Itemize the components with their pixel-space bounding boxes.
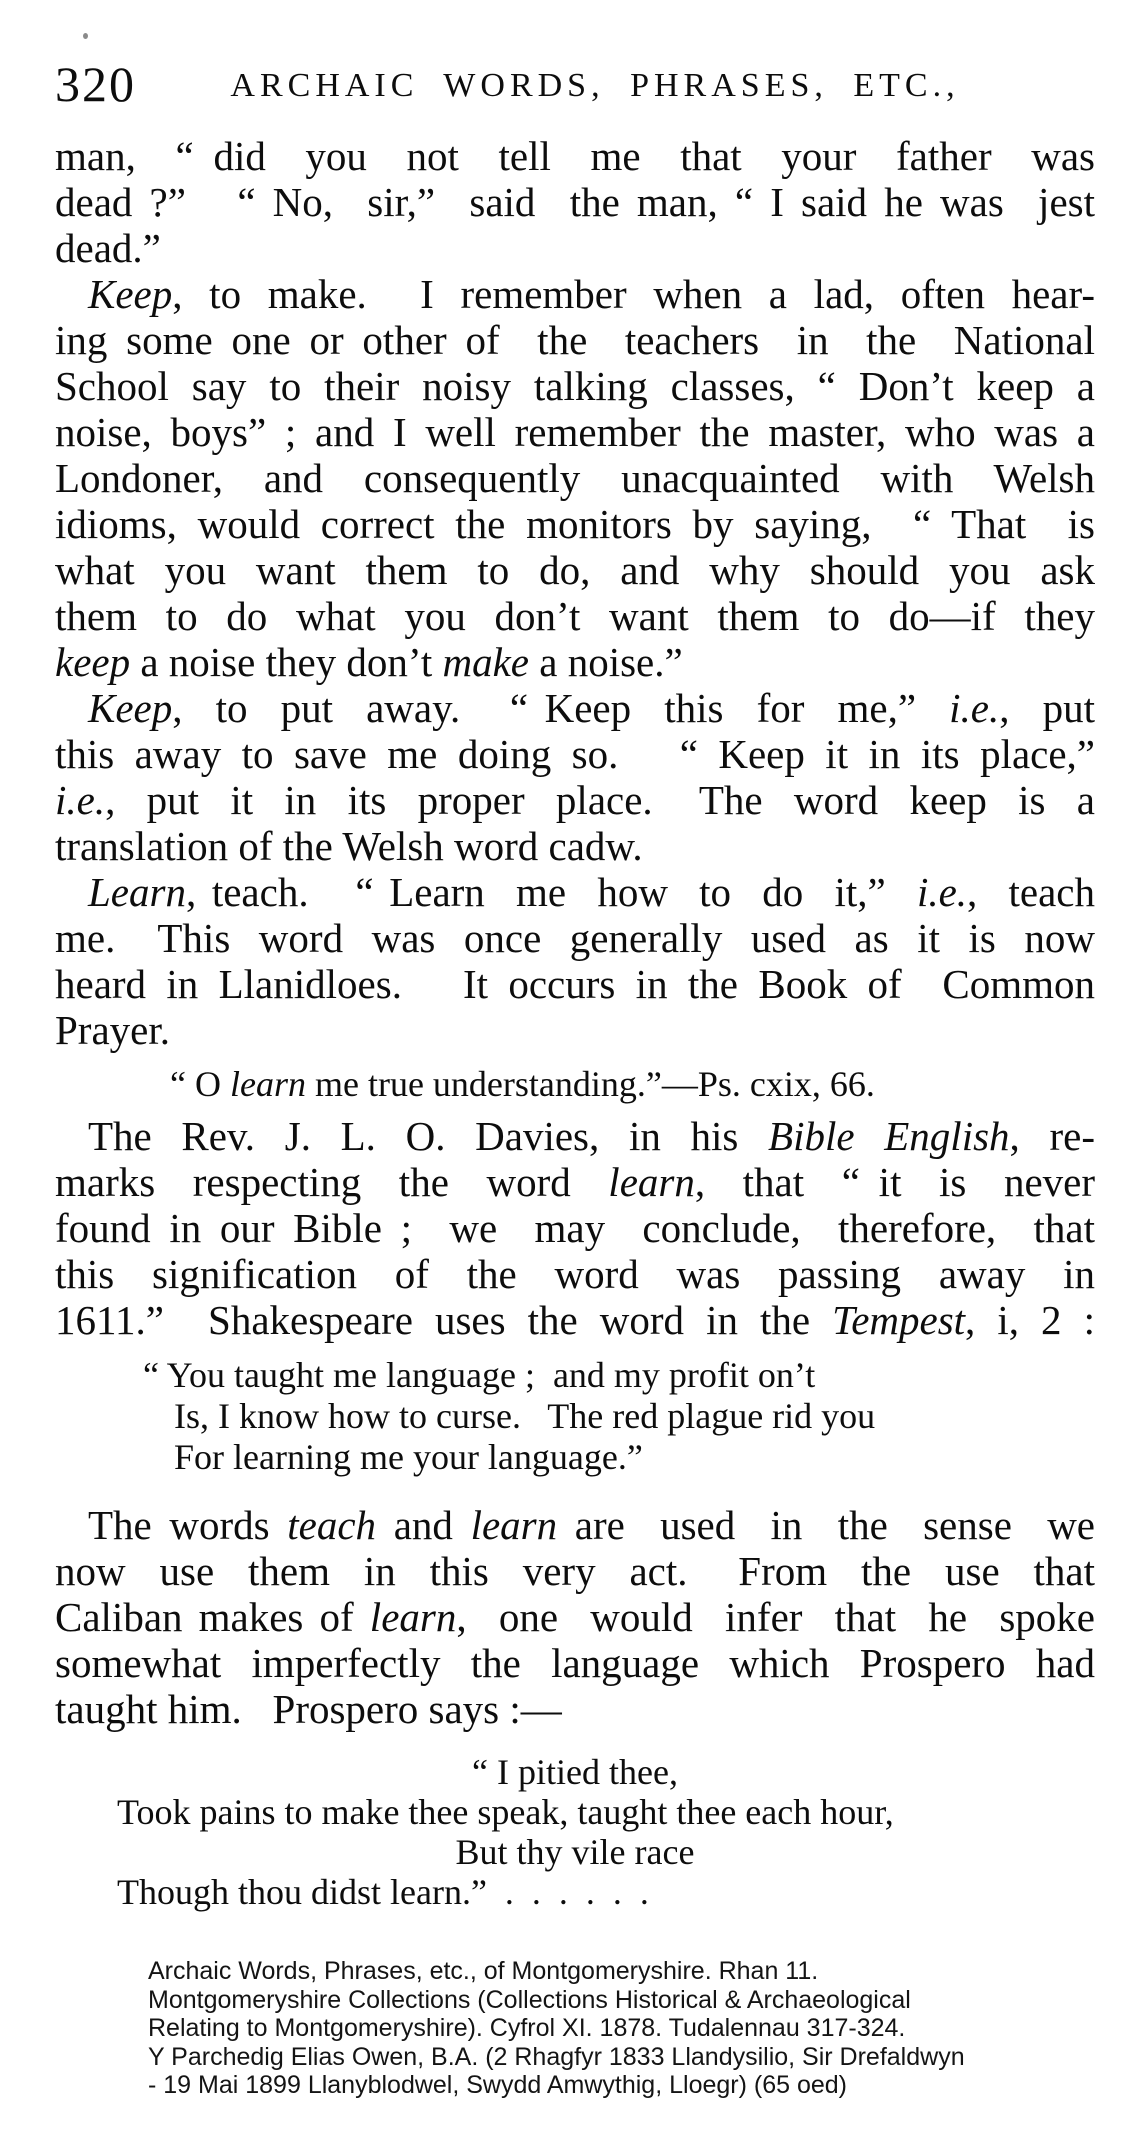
text-line xyxy=(55,547,1095,593)
italic-term: keep xyxy=(55,639,131,685)
text-line xyxy=(55,915,1095,961)
page-number: 320 xyxy=(55,56,136,112)
text-run: Though thou didst learn.” . . . . . . xyxy=(117,1872,649,1912)
text-line xyxy=(55,409,1095,455)
text-run: found in our Bible ; we may conclude, therefore, that xyxy=(55,1205,1095,1251)
text-line xyxy=(55,685,1095,731)
text-run: Took pains to make thee speak, taught thee each hour, xyxy=(117,1792,894,1832)
verse-prospero xyxy=(55,1752,1095,1912)
text-line xyxy=(117,1792,1095,1832)
text-run: , put xyxy=(999,685,1095,731)
quote-psalm xyxy=(170,1063,1095,1105)
text-line xyxy=(55,639,1095,685)
italic-term: learn xyxy=(369,1594,457,1640)
text-run: , that “ it is never xyxy=(694,1159,1095,1205)
text-run: this signification of the word was passing away in xyxy=(55,1251,1095,1297)
text-line xyxy=(55,133,1095,179)
text-line xyxy=(55,1548,1095,1594)
text-line xyxy=(55,1159,1095,1205)
text-line xyxy=(55,1502,1095,1548)
text-line xyxy=(55,823,1095,869)
attribution-line: Archaic Words, Phrases, etc., of Montgomeryshire. Rhan 11. xyxy=(148,1957,819,1985)
text-run: School say to their noisy talking classes, “ Don’t keep a xyxy=(55,363,1095,409)
para-rev-davies xyxy=(55,1113,1095,1343)
text-line xyxy=(55,179,1095,225)
text-run: , put it in its proper place. The word keep is a xyxy=(105,777,1095,823)
para-keep-to-put-away xyxy=(55,685,1095,869)
text-run: “ O xyxy=(170,1064,230,1104)
attribution-line: Relating to Montgomeryshire). Cyfrol XI. 1878. Tudalennau 317-324. xyxy=(148,2014,906,2042)
italic-term: Keep xyxy=(88,271,173,317)
text-run: For learning me your language.” xyxy=(174,1437,643,1477)
text-run: , one would infer that he spoke xyxy=(456,1594,1095,1640)
text-run: a noise they don’t xyxy=(130,639,443,685)
text-run: Londoner, and consequently unacquainted with Welsh xyxy=(55,455,1095,501)
para-keep-to-make xyxy=(55,271,1095,685)
text-line xyxy=(55,363,1095,409)
text-run: , teach. “ Learn me how to do it,” xyxy=(185,869,917,915)
attribution-note xyxy=(148,1957,1095,2100)
text-line xyxy=(55,869,1095,915)
attribution-line: Y Parchedig Elias Owen, B.A. (2 Rhagfyr 1833 Llandysilio, Sir Drefaldwyn xyxy=(148,2042,965,2071)
page-header xyxy=(55,56,1095,112)
italic-term: i.e. xyxy=(949,685,1000,731)
text-run: me. This word was once generally used as it is now xyxy=(55,915,1095,961)
text-line xyxy=(55,1113,1095,1159)
text-run: , teach xyxy=(967,869,1095,915)
text-line xyxy=(55,317,1095,363)
text-run: , to put away. “ Keep this for me,” xyxy=(172,685,950,731)
text-run: idioms, would correct the monitors by saying, “ That is xyxy=(55,501,1095,547)
text-run: Is, I know how to curse. The red plague rid you xyxy=(174,1396,876,1436)
text-run: dead.” xyxy=(55,225,161,271)
text-run: now use them in this very act. From the use that xyxy=(55,1548,1095,1594)
attribution-line: Montgomeryshire Collections (Collections Historical & Archaeological xyxy=(148,1985,911,2014)
text-run: translation of the Welsh word cadw. xyxy=(55,823,643,869)
text-run: dead ?” “ No, sir,” said the man, “ I said he was jest xyxy=(55,179,1095,225)
italic-term: Learn xyxy=(88,869,186,915)
text-run: , i, 2 : xyxy=(965,1297,1095,1343)
text-line xyxy=(174,1437,1095,1478)
text-run: man, “ did you not tell me that your father was xyxy=(55,133,1095,179)
text-line xyxy=(55,1594,1095,1640)
text-run: Caliban makes of xyxy=(55,1594,370,1640)
text-run: me true understanding.”—Ps. cxix, 66. xyxy=(305,1064,875,1104)
text-run: a noise.” xyxy=(529,639,683,685)
text-line xyxy=(170,1063,1095,1105)
italic-term: learn xyxy=(470,1502,558,1548)
text-run: heard in Llanidloes. It occurs in the Book of Common xyxy=(55,961,1095,1007)
text-run: somewhat imperfectly the language which Prospero had xyxy=(55,1640,1095,1686)
text-run: noise, boys” ; and I well remember the master, who was a xyxy=(55,409,1095,455)
attribution-line: - 19 Mai 1899 Llanyblodwel, Swydd Amwythig, Lloegr) (65 oed) xyxy=(148,2071,847,2099)
italic-term: teach xyxy=(287,1502,377,1548)
text-line xyxy=(55,593,1095,639)
text-run: what you want them to do, and why should you ask xyxy=(55,547,1095,593)
text-line xyxy=(55,455,1095,501)
text-run: ing some one or other of the teachers in the National xyxy=(55,317,1095,363)
italic-term: Tempest xyxy=(832,1297,966,1343)
text-line xyxy=(55,777,1095,823)
italic-term: Bible English xyxy=(768,1113,1010,1159)
verse-tempest xyxy=(55,1355,1095,1478)
text-run: But thy vile race xyxy=(455,1832,695,1872)
text-run: , re- xyxy=(1009,1113,1095,1159)
text-line xyxy=(55,1205,1095,1251)
text-run: The Rev. J. L. O. Davies, in his xyxy=(88,1113,769,1159)
text-run: “ You taught me language ; and my profit on’t xyxy=(143,1355,816,1395)
para-man-dead xyxy=(55,133,1095,271)
text-run: them to do what you don’t want them to do—if they xyxy=(55,593,1095,639)
para-learn-teach xyxy=(55,869,1095,1053)
text-run: 1611.” Shakespeare uses the word in the xyxy=(55,1297,833,1343)
para-teach-learn xyxy=(55,1502,1095,1732)
text-line xyxy=(55,1007,1095,1053)
page-body xyxy=(55,133,1095,1912)
italic-term: learn xyxy=(608,1159,695,1205)
text-line xyxy=(55,225,1095,271)
text-line xyxy=(55,1640,1095,1686)
text-run: , to make. I remember when a lad, often hear- xyxy=(172,271,1095,317)
text-run: “ I pitied thee, xyxy=(472,1752,678,1792)
text-line xyxy=(143,1355,1095,1396)
text-line xyxy=(174,1396,1095,1437)
text-line xyxy=(55,501,1095,547)
text-line xyxy=(55,1752,1095,1792)
text-line xyxy=(55,271,1095,317)
scan-artifact xyxy=(83,33,88,39)
italic-term: i.e. xyxy=(55,777,106,823)
text-line xyxy=(55,1251,1095,1297)
running-title: ARCHAIC WORDS, PHRASES, ETC., xyxy=(230,67,960,104)
text-run: this away to save me doing so. “ Keep it in its place,” xyxy=(55,731,1095,777)
text-run: The words xyxy=(88,1502,288,1548)
italic-term: learn xyxy=(229,1064,306,1104)
text-line xyxy=(55,1686,1095,1732)
text-run: and xyxy=(376,1502,471,1548)
text-line xyxy=(55,1297,1095,1343)
italic-term: Keep xyxy=(88,685,173,731)
text-run: taught him. Prospero says :— xyxy=(55,1686,562,1732)
text-line xyxy=(55,1832,1095,1872)
text-line xyxy=(55,961,1095,1007)
italic-term: make xyxy=(442,639,529,685)
text-run: Prayer. xyxy=(55,1007,170,1053)
text-run: are used in the sense we xyxy=(557,1502,1096,1548)
text-run: marks respecting the word xyxy=(55,1159,609,1205)
text-line xyxy=(117,1872,1095,1912)
italic-term: i.e. xyxy=(916,869,968,915)
text-line xyxy=(55,731,1095,777)
